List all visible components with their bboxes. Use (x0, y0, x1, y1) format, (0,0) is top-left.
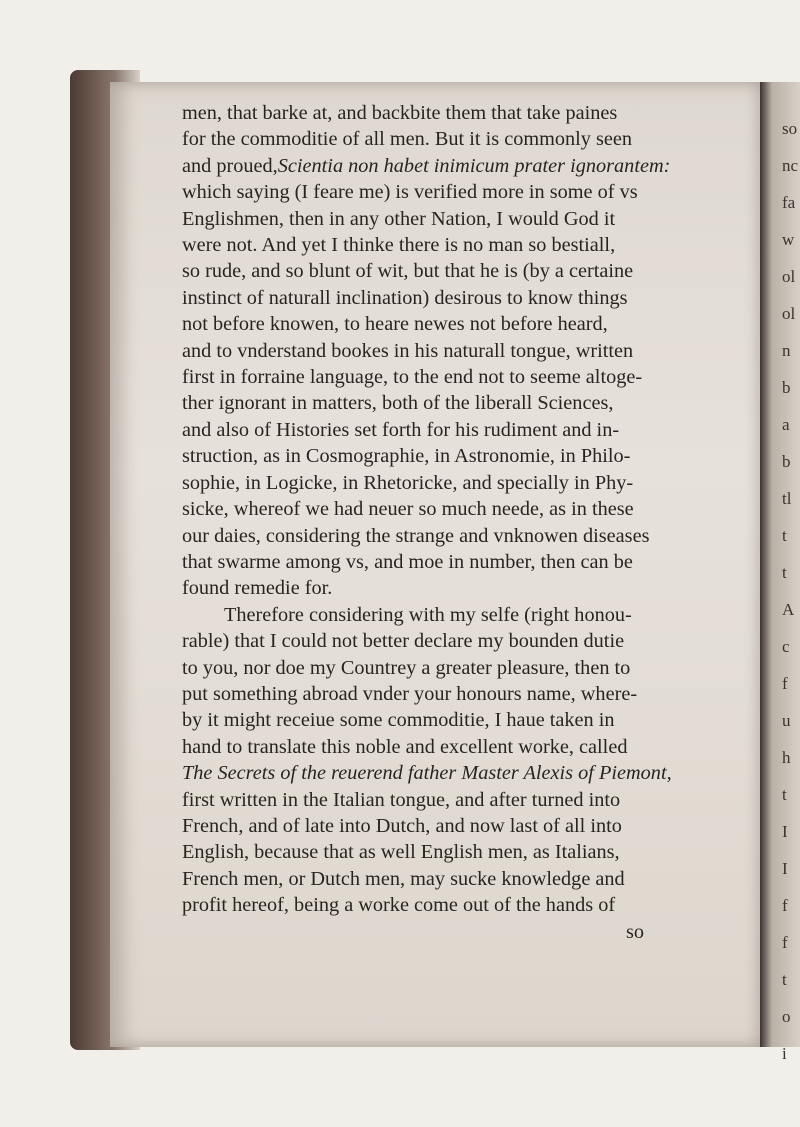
text-line: hand to translate this noble and excellent worke, called (182, 735, 628, 758)
margin-fragment: nc (782, 156, 799, 175)
text-line: which saying (I feare me) is verified more in some of vs (182, 181, 638, 204)
margin-fragment: t (782, 785, 787, 804)
margin-fragment: A (782, 600, 795, 619)
margin-fragment: so (782, 119, 798, 138)
text-line: French men, or Dutch men, may sucke knowledge and (182, 867, 625, 890)
text-line: put something abroad vnder your honours name, where- (182, 682, 638, 705)
text-line: first written in the Italian tongue, and after turned into (182, 788, 621, 811)
margin-fragment: I (782, 822, 788, 841)
margin-fragment: f (782, 674, 788, 693)
text-line: English, because that as well English men, as Italians, (182, 841, 620, 864)
margin-fragment: I (782, 859, 788, 878)
text-line: men, that barke at, and backbite them that take paines (182, 102, 618, 124)
margin-fragment: a (782, 415, 790, 434)
margin-fragment: t (782, 970, 787, 989)
text-line: for the commoditie of all men. But it is commonly seen (182, 128, 633, 151)
margin-fragment: t (782, 563, 787, 582)
margin-fragment: fa (782, 193, 796, 212)
text-line: sophie, in Logicke, in Rhetoricke, and specially in Phy- (182, 471, 634, 494)
text-line: and also of Histories set forth for his rudiment and in- (182, 418, 620, 441)
margin-fragment: o (782, 1007, 791, 1026)
text-line: Englishmen, then in any other Nation, I would God it (182, 207, 616, 230)
text-line: our daies, considering the strange and vnknowen diseases (182, 524, 650, 547)
latin-quote: Scientia non habet inimicum prater ignorantem: (277, 154, 671, 177)
text-line: instinct of naturall inclination) desirous to know things (182, 286, 628, 309)
margin-fragment: ol (782, 267, 796, 286)
adjacent-page-fragments (782, 110, 800, 1072)
margin-fragment: u (782, 711, 791, 730)
margin-fragment: c (782, 637, 790, 656)
text-line (182, 153, 722, 179)
margin-fragment: f (782, 896, 788, 915)
text-line: Therefore considering with my selfe (right honou- (224, 603, 632, 626)
text-line: by it might receiue some commoditie, I haue taken in (182, 709, 615, 732)
text-line: profit hereof, being a worke come out of the hands of (182, 894, 616, 917)
text-line: rable) that I could not better declare my bounden dutie (182, 630, 625, 653)
text-line: French, and of late into Dutch, and now last of all into (182, 814, 622, 837)
margin-fragment: n (782, 341, 791, 360)
text-line: to you, nor doe my Countrey a greater pleasure, then to (182, 656, 631, 679)
margin-fragment: i (782, 1044, 787, 1063)
text-line: that swarme among vs, and moe in number, then can be (182, 550, 633, 573)
text-line: found remedie for. (182, 577, 333, 600)
text-line-start: and proued, (182, 154, 278, 177)
book-title: The Secrets of the reuerend father Master Alexis of Piemont, (182, 762, 672, 785)
margin-fragment: h (782, 748, 791, 767)
text-line: not before knowen, to heare newes not before heard, (182, 313, 608, 336)
margin-fragment: b (782, 378, 791, 397)
margin-fragment: tl (782, 489, 792, 508)
margin-fragment: t (782, 526, 787, 545)
text-line: so rude, and so blunt of wit, but that he is (by a certaine (182, 260, 634, 283)
text-line: first in forraine language, to the end not to seeme altoge- (182, 366, 643, 389)
catchword: so (625, 920, 644, 943)
margin-fragment: w (782, 230, 795, 249)
text-line: ther ignorant in matters, both of the liberall Sciences, (182, 392, 614, 415)
margin-fragment: f (782, 933, 788, 952)
text-line: were not. And yet I thinke there is no man so bestiall, (182, 234, 616, 257)
text-line: sicke, whereof we had neuer so much neede, as in these (182, 498, 634, 521)
page-text (182, 100, 722, 945)
text-line: struction, as in Cosmographie, in Astronomie, in Philo- (182, 445, 631, 468)
margin-fragment: b (782, 452, 791, 471)
margin-fragment: ol (782, 304, 796, 323)
text-line: and to vnderstand bookes in his naturall tongue, written (182, 339, 634, 362)
